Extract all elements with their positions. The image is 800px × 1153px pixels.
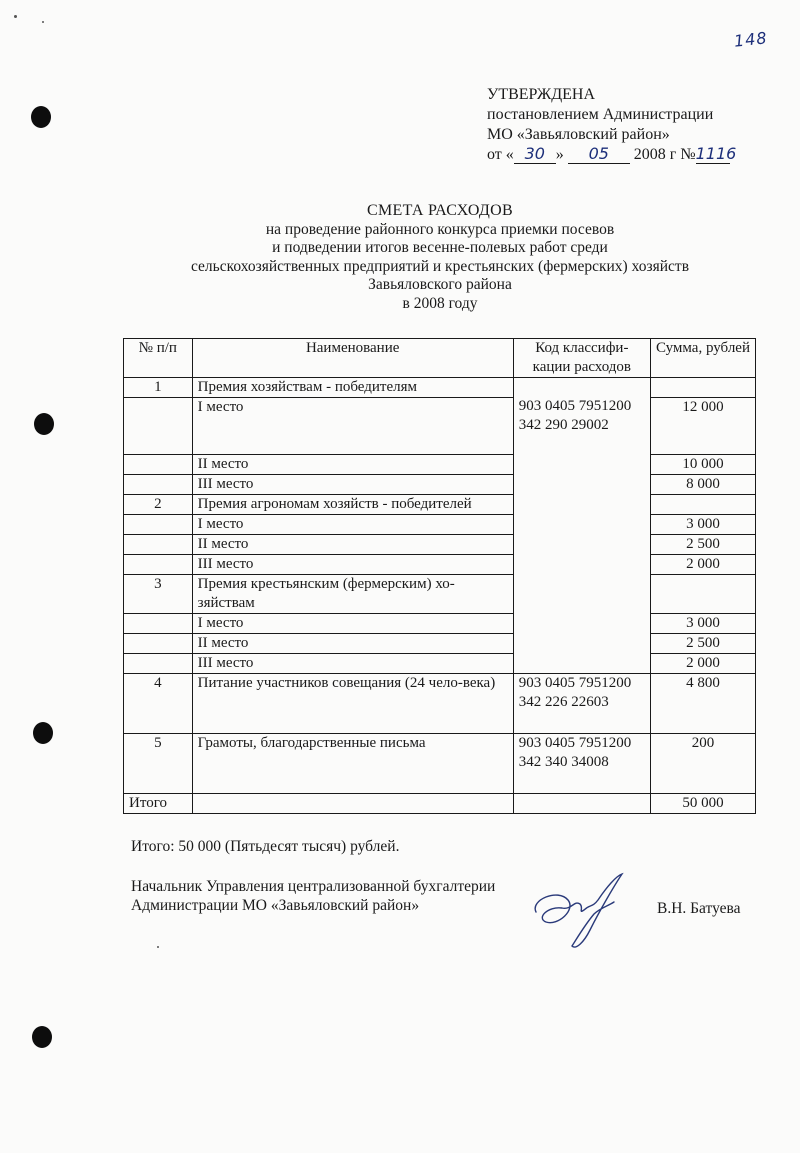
header-code: Код классифи-кации расходов xyxy=(513,339,650,378)
table-row xyxy=(124,455,756,475)
row-name: Премия крестьянским (фермерским) хо-зяйствам xyxy=(192,575,513,614)
row-sum: 4 800 xyxy=(650,674,755,734)
approval-month: 05 xyxy=(568,145,630,164)
total-text: Итого: 50 000 (Пятьдесят тысяч) рублей. xyxy=(131,838,400,855)
row-sum: 3 000 xyxy=(650,614,755,634)
table-row xyxy=(124,614,756,634)
speck xyxy=(42,21,44,23)
quote-close: » xyxy=(555,146,564,163)
table-row xyxy=(124,398,756,455)
row-name: III место xyxy=(192,654,513,674)
row-name: I место xyxy=(192,614,513,634)
table-row xyxy=(124,674,756,734)
approval-line2: МО «Завьяловский район» xyxy=(487,126,670,143)
table-row xyxy=(124,555,756,575)
row-name: II место xyxy=(192,535,513,555)
row-name: Премия агрономам хозяйств - победителей xyxy=(192,495,513,515)
row-sum: 8 000 xyxy=(650,475,755,495)
total-label: Итого xyxy=(124,794,193,814)
row-num xyxy=(124,535,193,555)
title-main: СМЕТА РАСХОДОВ xyxy=(367,202,513,219)
speck xyxy=(14,15,17,18)
row-name: I место xyxy=(192,515,513,535)
row-num xyxy=(124,475,193,495)
row-sum xyxy=(650,378,755,398)
row-code xyxy=(513,378,650,674)
table-row xyxy=(124,535,756,555)
row-name: III место xyxy=(192,475,513,495)
row-sum: 2 000 xyxy=(650,555,755,575)
total-empty-name xyxy=(192,794,513,814)
handwritten-page-number: 148 xyxy=(733,28,769,51)
row-num: 3 xyxy=(124,575,193,614)
title-line1: на проведение районного конкурса приемки посевов xyxy=(265,220,615,238)
table-row xyxy=(124,515,756,535)
code-group1: 903 0405 7951200 342 290 29002 xyxy=(518,398,632,433)
row-name: Премия хозяйствам - победителям xyxy=(192,378,513,398)
table-header-row xyxy=(124,339,756,378)
estimate-table xyxy=(123,338,756,814)
row-num: 1 xyxy=(124,378,193,398)
table-row xyxy=(124,654,756,674)
title-line4: Завьяловского района xyxy=(368,276,512,293)
table-total-row xyxy=(124,794,756,814)
table-row xyxy=(124,734,756,794)
row-num xyxy=(124,515,193,535)
punch-hole xyxy=(34,413,54,435)
row-sum: 2 000 xyxy=(650,654,755,674)
table-row xyxy=(124,634,756,654)
punch-hole xyxy=(31,106,51,128)
punch-hole xyxy=(32,1026,52,1048)
row-sum: 3 000 xyxy=(650,515,755,535)
title-line5: в 2008 году xyxy=(402,294,478,312)
speck xyxy=(157,946,159,948)
header-num: № п/п xyxy=(124,339,193,378)
date-prefix: от « xyxy=(487,146,514,163)
header-name: Наименование xyxy=(192,339,513,378)
table-row xyxy=(124,575,756,614)
row-name: III место xyxy=(192,555,513,575)
row-num: 4 xyxy=(124,674,193,734)
row-sum: 12 000 xyxy=(650,398,755,455)
row-num xyxy=(124,634,193,654)
approval-block xyxy=(487,85,737,165)
row-sum: 10 000 xyxy=(650,455,755,475)
approval-number: 1116 xyxy=(695,144,737,163)
signer-line2: Администрации МО «Завьяловский район» xyxy=(131,897,420,914)
row-sum: 200 xyxy=(650,734,755,794)
row-sum: 2 500 xyxy=(650,634,755,654)
row-sum: 2 500 xyxy=(650,535,755,555)
header-sum: Сумма, рублей xyxy=(650,339,755,378)
row-num xyxy=(124,455,193,475)
total-sum: 50 000 xyxy=(650,794,755,814)
signer-block xyxy=(131,877,495,915)
row-num xyxy=(124,555,193,575)
title-line3: сельскохозяйственных предприятий и крестьянских (фермерских) хозяйств xyxy=(190,257,690,275)
row-code: 903 0405 7951200 342 340 34008 xyxy=(513,734,650,794)
approval-title: УТВЕРЖДЕНА xyxy=(487,86,596,103)
approval-year: 2008 г № xyxy=(633,146,696,163)
approval-day: 30 xyxy=(514,145,556,164)
table-row xyxy=(124,475,756,495)
approval-date-line xyxy=(487,144,737,165)
signer-name: В.Н. Батуева xyxy=(657,900,741,917)
total-empty-code xyxy=(513,794,650,814)
row-num xyxy=(124,398,193,455)
row-code: 903 0405 7951200 342 226 22603 xyxy=(513,674,650,734)
row-name: II место xyxy=(192,455,513,475)
row-name: II место xyxy=(192,634,513,654)
row-sum xyxy=(650,495,755,515)
signer-line1: Начальник Управления централизованной бухгалтерии xyxy=(131,878,496,895)
punch-hole xyxy=(33,722,53,744)
table-row xyxy=(124,378,756,398)
title-line2: и подведении итогов весенне-полевых работ среди xyxy=(272,239,608,256)
row-name: Грамоты, благодарственные письма xyxy=(192,734,513,794)
row-sum xyxy=(650,575,755,614)
row-num: 5 xyxy=(124,734,193,794)
approval-line1: постановлением Администрации xyxy=(487,106,714,123)
row-num: 2 xyxy=(124,495,193,515)
table-row xyxy=(124,495,756,515)
handwritten-signature xyxy=(528,870,638,955)
row-name: I место xyxy=(192,398,513,455)
row-name: Питание участников совещания (24 чело-века) xyxy=(192,674,513,734)
row-num xyxy=(124,614,193,634)
document-title xyxy=(130,202,750,313)
row-num xyxy=(124,654,193,674)
